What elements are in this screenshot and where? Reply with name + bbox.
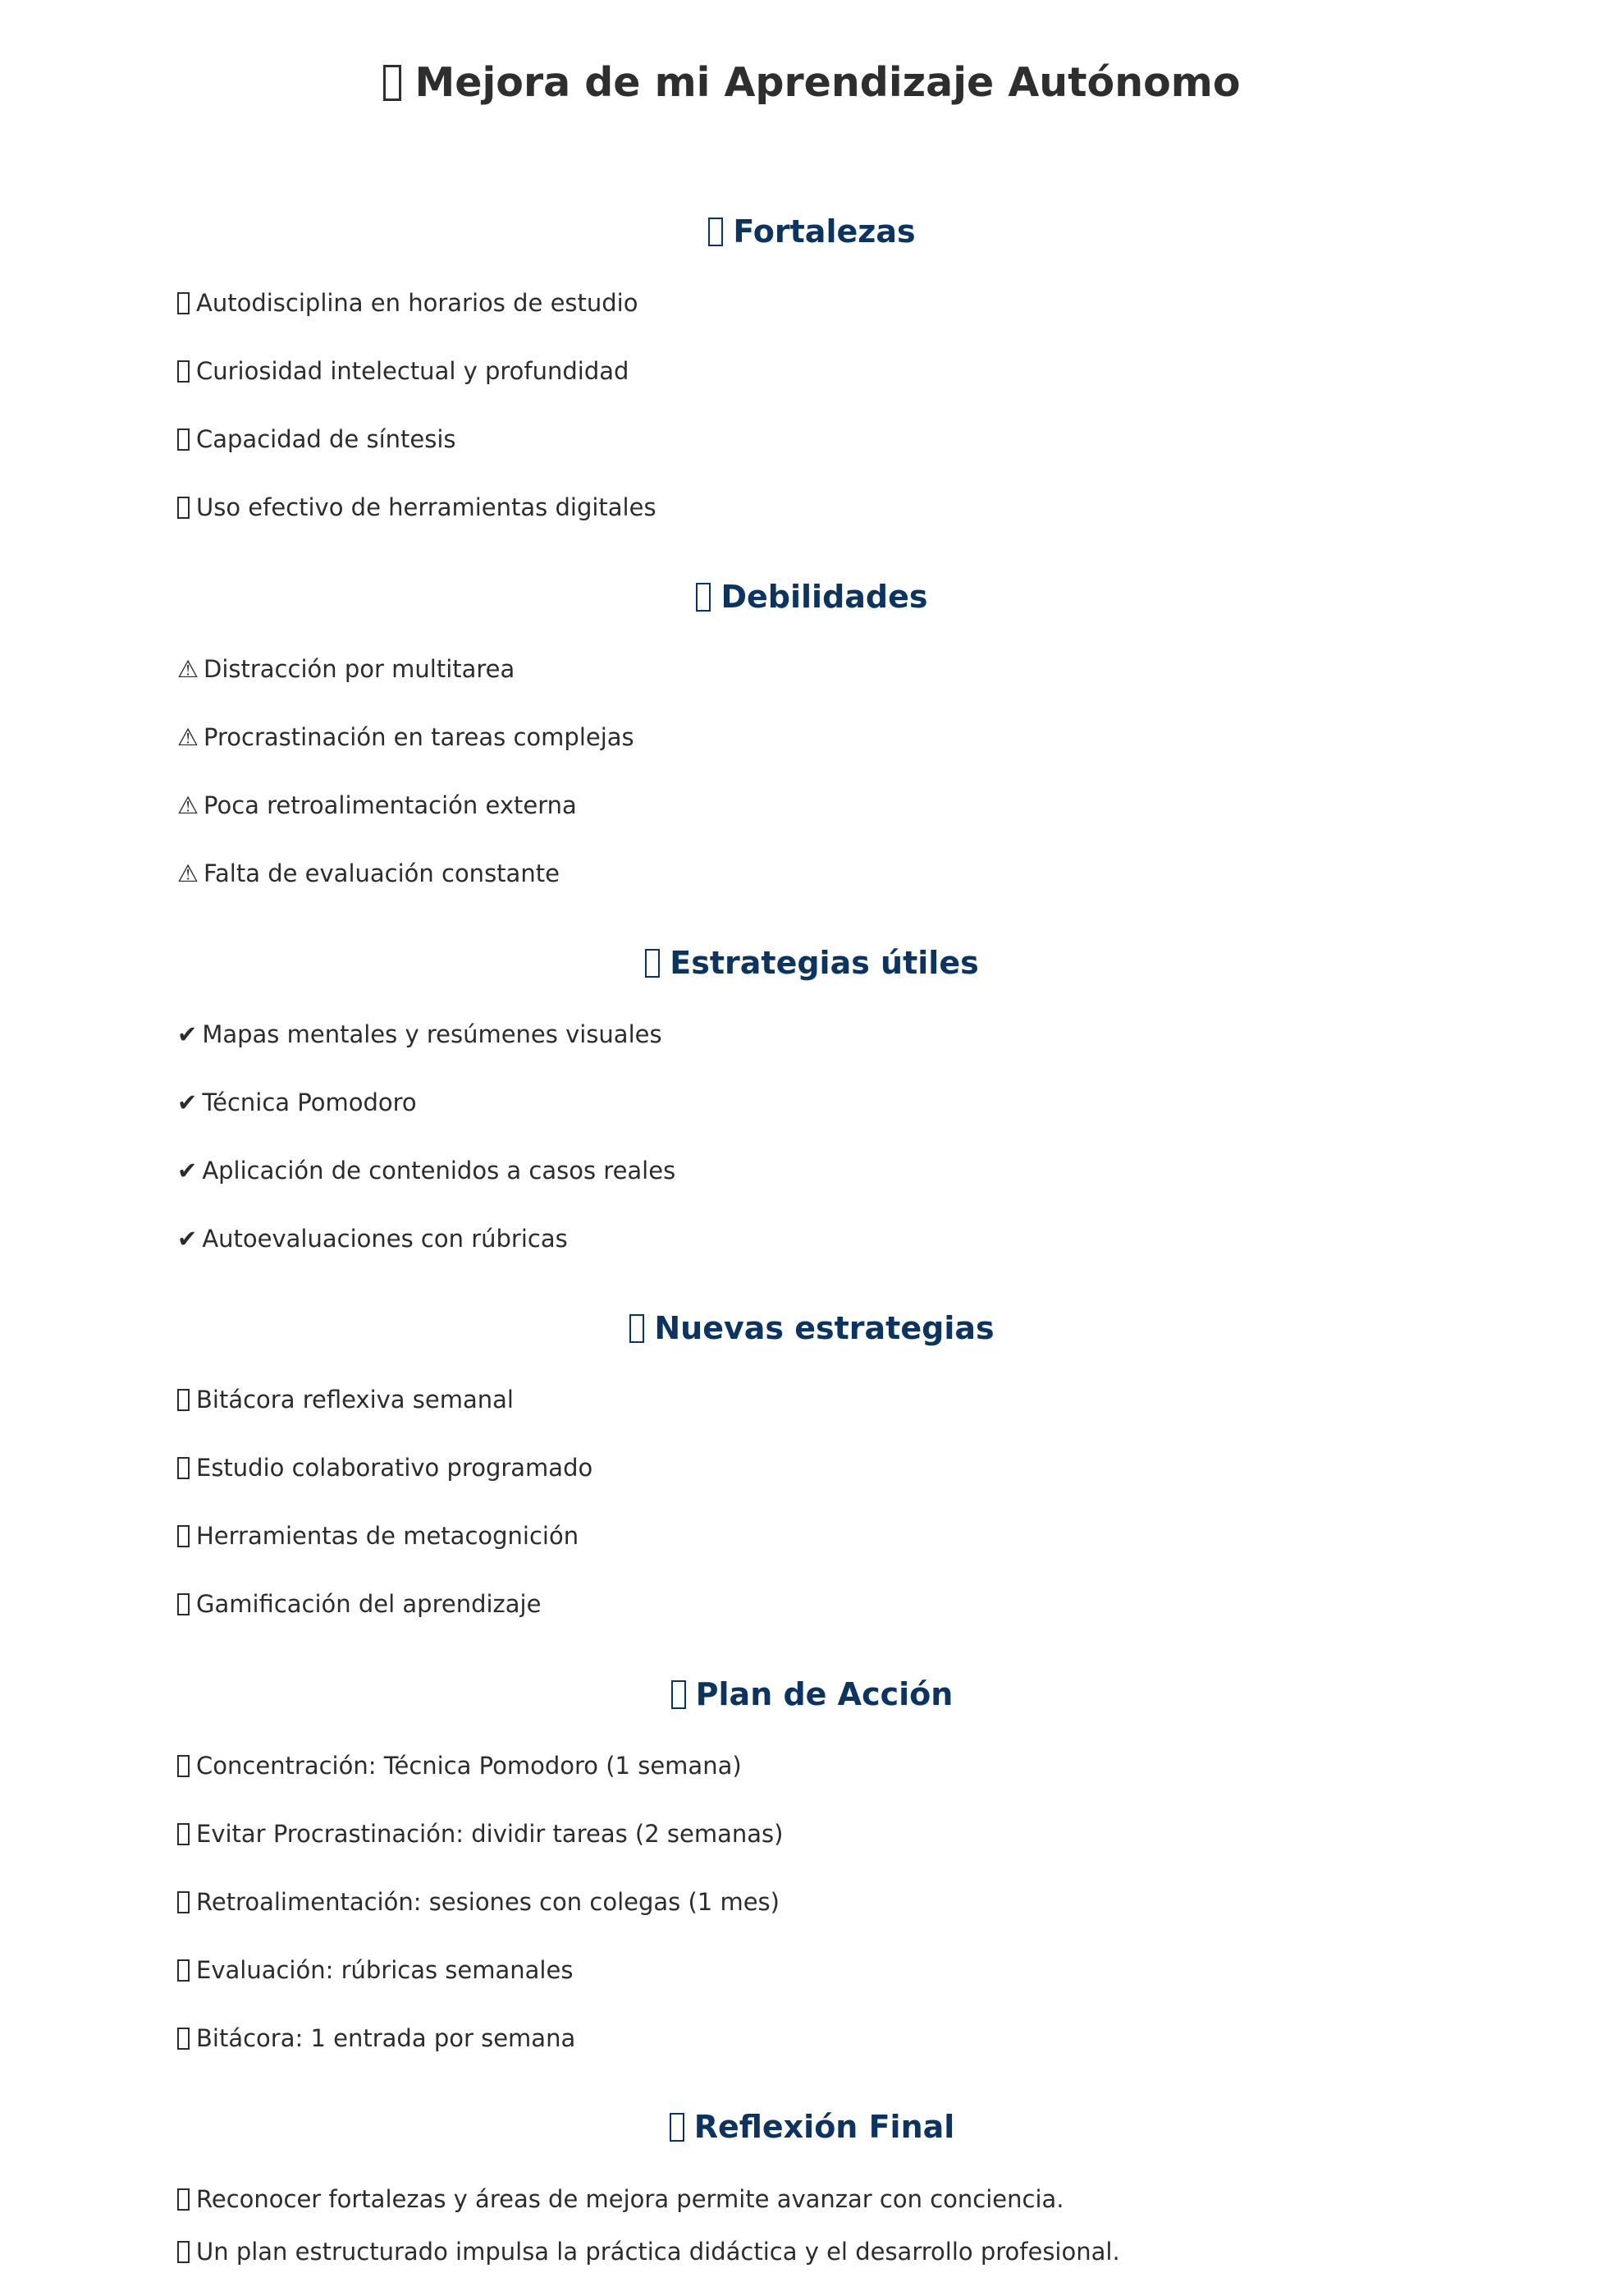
list-item: ⚠ Procrastinación en tareas complejas: [177, 721, 634, 754]
list-item: Concentración: Técnica Pomodoro (1 semana): [177, 1749, 742, 1782]
section-heading-reflexion-final: Reflexión Final: [0, 2105, 1624, 2149]
warning-icon: ⚠: [177, 723, 199, 751]
section-heading-debilidades: Debilidades: [0, 575, 1624, 619]
missing-glyph-icon: [177, 497, 190, 519]
list-item: Uso efectivo de herramientas digitales: [177, 491, 656, 524]
list-item: ⚠ Falta de evaluación constante: [177, 857, 560, 890]
checkmark-icon: ✔: [177, 1020, 198, 1048]
list-item: ⚠ Distracción por multitarea: [177, 653, 515, 685]
missing-glyph-icon: [177, 1389, 190, 1411]
list-item: Gamificación del aprendizaje: [177, 1588, 541, 1620]
page-title: [0, 53, 1624, 113]
list-item: ✔ Aplicación de contenidos a casos reales: [177, 1154, 675, 1187]
missing-glyph-icon: [177, 428, 190, 451]
list-item: Bitácora reflexiva semanal: [177, 1383, 514, 1416]
list-item: Evaluación: rúbricas semanales: [177, 1954, 573, 1986]
list-item: Curiosidad intelectual y profundidad: [177, 355, 629, 387]
missing-glyph-icon: [696, 583, 711, 612]
missing-glyph-icon: [629, 1314, 644, 1343]
missing-glyph-icon: [177, 292, 190, 314]
section-heading-nuevas-estrategias: Nuevas estrategias: [0, 1306, 1624, 1350]
warning-icon: ⚠: [177, 791, 199, 819]
list-item: Capacidad de síntesis: [177, 423, 456, 456]
missing-glyph-icon: [177, 1525, 190, 1547]
missing-glyph-icon: [177, 1755, 190, 1777]
checkmark-icon: ✔: [177, 1225, 198, 1253]
missing-glyph-icon: [177, 1823, 190, 1845]
list-item: Retroalimentación: sesiones con colegas (1 mes): [177, 1886, 780, 1918]
list-item: ✔ Autoevaluaciones con rúbricas: [177, 1222, 568, 1255]
list-item: ✔ Técnica Pomodoro: [177, 1086, 417, 1119]
section-heading-fortalezas: Fortalezas: [0, 209, 1624, 254]
missing-glyph-icon: [671, 1680, 686, 1709]
list-item: Evitar Procrastinación: dividir tareas (2 semanas): [177, 1817, 783, 1850]
checkmark-icon: ✔: [177, 1088, 198, 1116]
missing-glyph-icon: [177, 360, 190, 383]
missing-glyph-icon: [645, 949, 660, 978]
checkmark-icon: ✔: [177, 1157, 198, 1185]
missing-glyph-icon: [177, 1593, 190, 1615]
missing-glyph-icon: [383, 65, 401, 101]
missing-glyph-icon: [177, 1891, 190, 1913]
page-title-text: Mejora de mi Aprendizaje Autónomo: [414, 59, 1241, 106]
missing-glyph-icon: [177, 2028, 190, 2050]
missing-glyph-icon: [708, 218, 723, 246]
list-item: Bitácora: 1 entrada por semana: [177, 2022, 575, 2055]
list-item: ⚠ Poca retroalimentación externa: [177, 789, 577, 822]
list-item: Autodisciplina en horarios de estudio: [177, 286, 638, 319]
section-heading-estrategias-utiles: Estrategias útiles: [0, 941, 1624, 985]
list-item: Reconocer fortalezas y áreas de mejora permite avanzar con conciencia.: [177, 2183, 1064, 2216]
list-item: Un plan estructurado impulsa la práctica didáctica y el desarrollo profesional.: [177, 2235, 1120, 2268]
list-item: ✔ Mapas mentales y resúmenes visuales: [177, 1018, 662, 1051]
section-heading-plan-de-accion: Plan de Acción: [0, 1672, 1624, 1716]
missing-glyph-icon: [177, 2188, 190, 2211]
missing-glyph-icon: [177, 2241, 190, 2263]
warning-icon: ⚠: [177, 859, 199, 887]
missing-glyph-icon: [177, 1457, 190, 1479]
list-item: Herramientas de metacognición: [177, 1519, 579, 1552]
warning-icon: ⚠: [177, 655, 199, 683]
missing-glyph-icon: [670, 2113, 684, 2142]
missing-glyph-icon: [177, 1959, 190, 1982]
list-item: Estudio colaborativo programado: [177, 1451, 592, 1484]
